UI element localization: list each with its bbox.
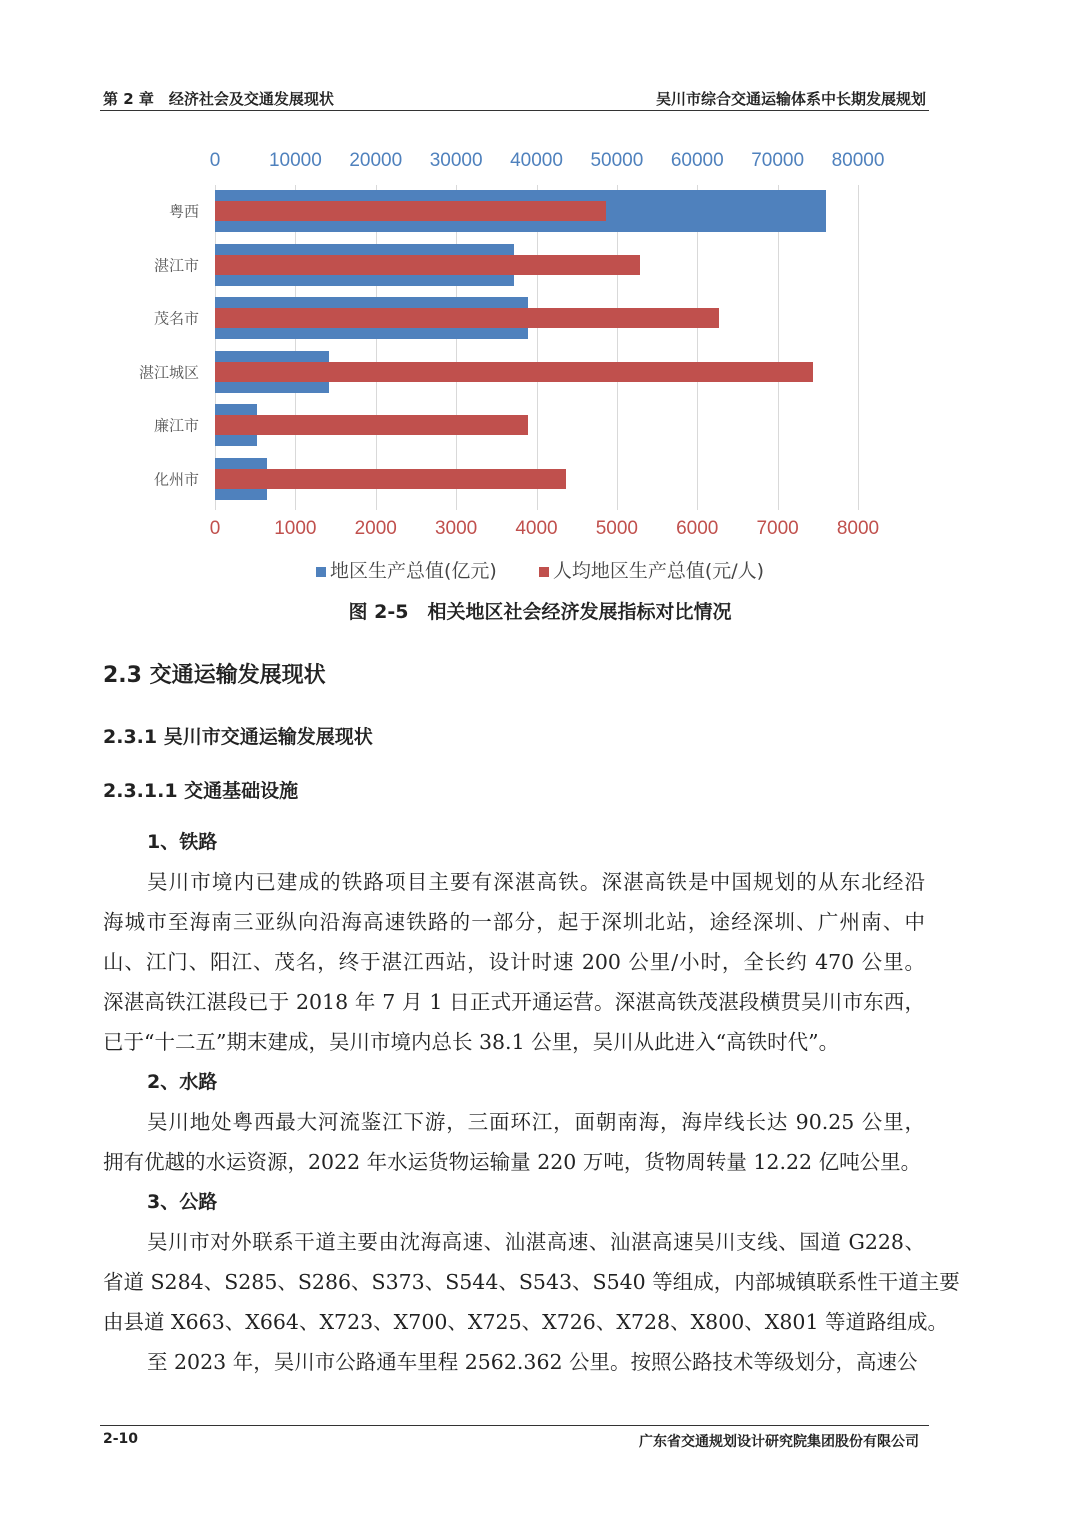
paragraph-line: 吴川地处粤西最大河流鉴江下游，三面环江，面朝南海，海岸线长达 90.25 公里， — [147, 1110, 925, 1134]
top-axis-tick: 0 — [209, 150, 221, 171]
paragraph-line: 吴川市境内已建成的铁路项目主要有深湛高铁。深湛高铁是中国规划的从东北经沿 — [147, 870, 925, 894]
footer-rule — [100, 1425, 929, 1426]
paragraph-line: 山、江门、阳江、茂名，终于湛江西站，设计时速 200 公里/小时，全长约 470 公里。 — [103, 950, 925, 974]
top-axis-tick: 40000 — [510, 150, 563, 171]
bottom-axis-tick: 8000 — [836, 518, 880, 539]
legend-swatch-gdp — [316, 567, 326, 577]
gdp-comparison-chart — [0, 140, 1080, 560]
legend-label-per-capita: 人均地区生产总值(元/人) — [552, 560, 765, 582]
bottom-axis-tick: 7000 — [756, 518, 799, 539]
top-axis-tick: 50000 — [590, 150, 644, 171]
bottom-axis-tick: 5000 — [595, 518, 639, 539]
category-label: 粤西 — [168, 202, 199, 221]
gridline — [858, 185, 859, 510]
paragraph-line: 由县道 X663、X664、X723、X700、X725、X726、X728、X800、X801 等道路组成。 — [103, 1310, 949, 1334]
paragraph-line: 深湛高铁江湛段已于 2018 年 7 月 1 日正式开通运营。深湛高铁茂湛段横贯吴川市东西， — [103, 990, 925, 1014]
top-axis-tick: 20000 — [349, 150, 403, 171]
bar-per-capita — [215, 415, 528, 435]
gridline — [456, 185, 457, 510]
section-heading-2-3: 2.3 交通运输发展现状 — [103, 663, 326, 688]
chart-legend — [0, 556, 1080, 583]
legend-swatch-per-capita — [539, 567, 549, 577]
subsection-heading: 1、铁路 — [147, 831, 218, 853]
paragraph-line: 已于“十二五”期末建成，吴川市境内总长 38.1 公里，吴川从此进入“高铁时代”。 — [103, 1030, 840, 1054]
legend-label-gdp: 地区生产总值(亿元) — [329, 560, 497, 582]
gridline — [778, 185, 779, 510]
body-text — [103, 822, 960, 1382]
page-number: 2-10 — [103, 1431, 139, 1447]
header-rule — [100, 110, 929, 111]
bar-per-capita — [215, 308, 719, 328]
section-heading-2-3-1: 2.3.1 吴川市交通运输发展现状 — [103, 726, 373, 748]
category-label: 湛江市 — [153, 256, 199, 275]
gridline — [295, 185, 296, 510]
gridline — [617, 185, 618, 510]
document-title-header: 吴川市综合交通运输体系中长期发展规划 — [655, 90, 926, 108]
top-axis-tick: 60000 — [670, 150, 724, 171]
paragraph-line: 拥有优越的水运资源，2022 年水运货物运输量 220 万吨，货物周转量 12.22 亿吨公里。 — [103, 1150, 922, 1174]
category-label: 湛江城区 — [138, 363, 199, 382]
bottom-axis-tick: 3000 — [434, 518, 478, 539]
bottom-axis-tick: 4000 — [515, 518, 558, 539]
bottom-axis-tick: 2000 — [354, 518, 397, 539]
top-axis-tick: 80000 — [831, 150, 885, 171]
paragraph-line: 海城市至海南三亚纵向沿海高速铁路的一部分，起于深圳北站，途经深圳、广州南、中 — [103, 910, 925, 934]
bar-per-capita — [215, 255, 640, 275]
category-label: 廉江市 — [153, 416, 199, 435]
category-label: 茂名市 — [153, 309, 199, 328]
top-axis-tick: 70000 — [751, 150, 805, 171]
gridline — [537, 185, 538, 510]
bottom-axis-tick: 6000 — [676, 518, 719, 539]
section-heading-2-3-1-1: 2.3.1.1 交通基础设施 — [103, 780, 299, 802]
bottom-axis-tick: 1000 — [274, 518, 317, 539]
chapter-header: 第 2 章 经济社会及交通发展现状 — [103, 90, 334, 108]
legend-item-gdp — [316, 560, 497, 582]
top-axis-tick: 30000 — [429, 150, 483, 171]
bar-per-capita — [215, 469, 566, 489]
subsection-heading: 2、水路 — [147, 1071, 218, 1093]
paragraph-line: 吴川市对外联系干道主要由沈海高速、汕湛高速、汕湛高速吴川支线、国道 G228、 — [147, 1230, 925, 1254]
paragraph-line: 至 2023 年，吴川市公路通车里程 2562.362 公里。按照公路技术等级划分，高速公 — [147, 1350, 918, 1374]
subsection-heading: 3、公路 — [147, 1191, 218, 1213]
organization-name: 广东省交通规划设计研究院集团股份有限公司 — [639, 1434, 919, 1450]
legend-item-per-capita — [539, 560, 764, 582]
category-label: 化州市 — [153, 470, 199, 489]
bottom-axis-tick: 0 — [209, 518, 221, 539]
gridline — [697, 185, 698, 510]
top-axis-tick: 10000 — [268, 150, 322, 171]
bar-per-capita — [215, 362, 813, 382]
paragraph-line: 省道 S284、S285、S286、S373、S544、S543、S540 等组成，内部城镇联系性干道主要 — [103, 1270, 960, 1294]
figure-caption: 图 2-5 相关地区社会经济发展指标对比情况 — [348, 601, 732, 623]
gridline — [376, 185, 377, 510]
bar-per-capita — [215, 201, 606, 221]
